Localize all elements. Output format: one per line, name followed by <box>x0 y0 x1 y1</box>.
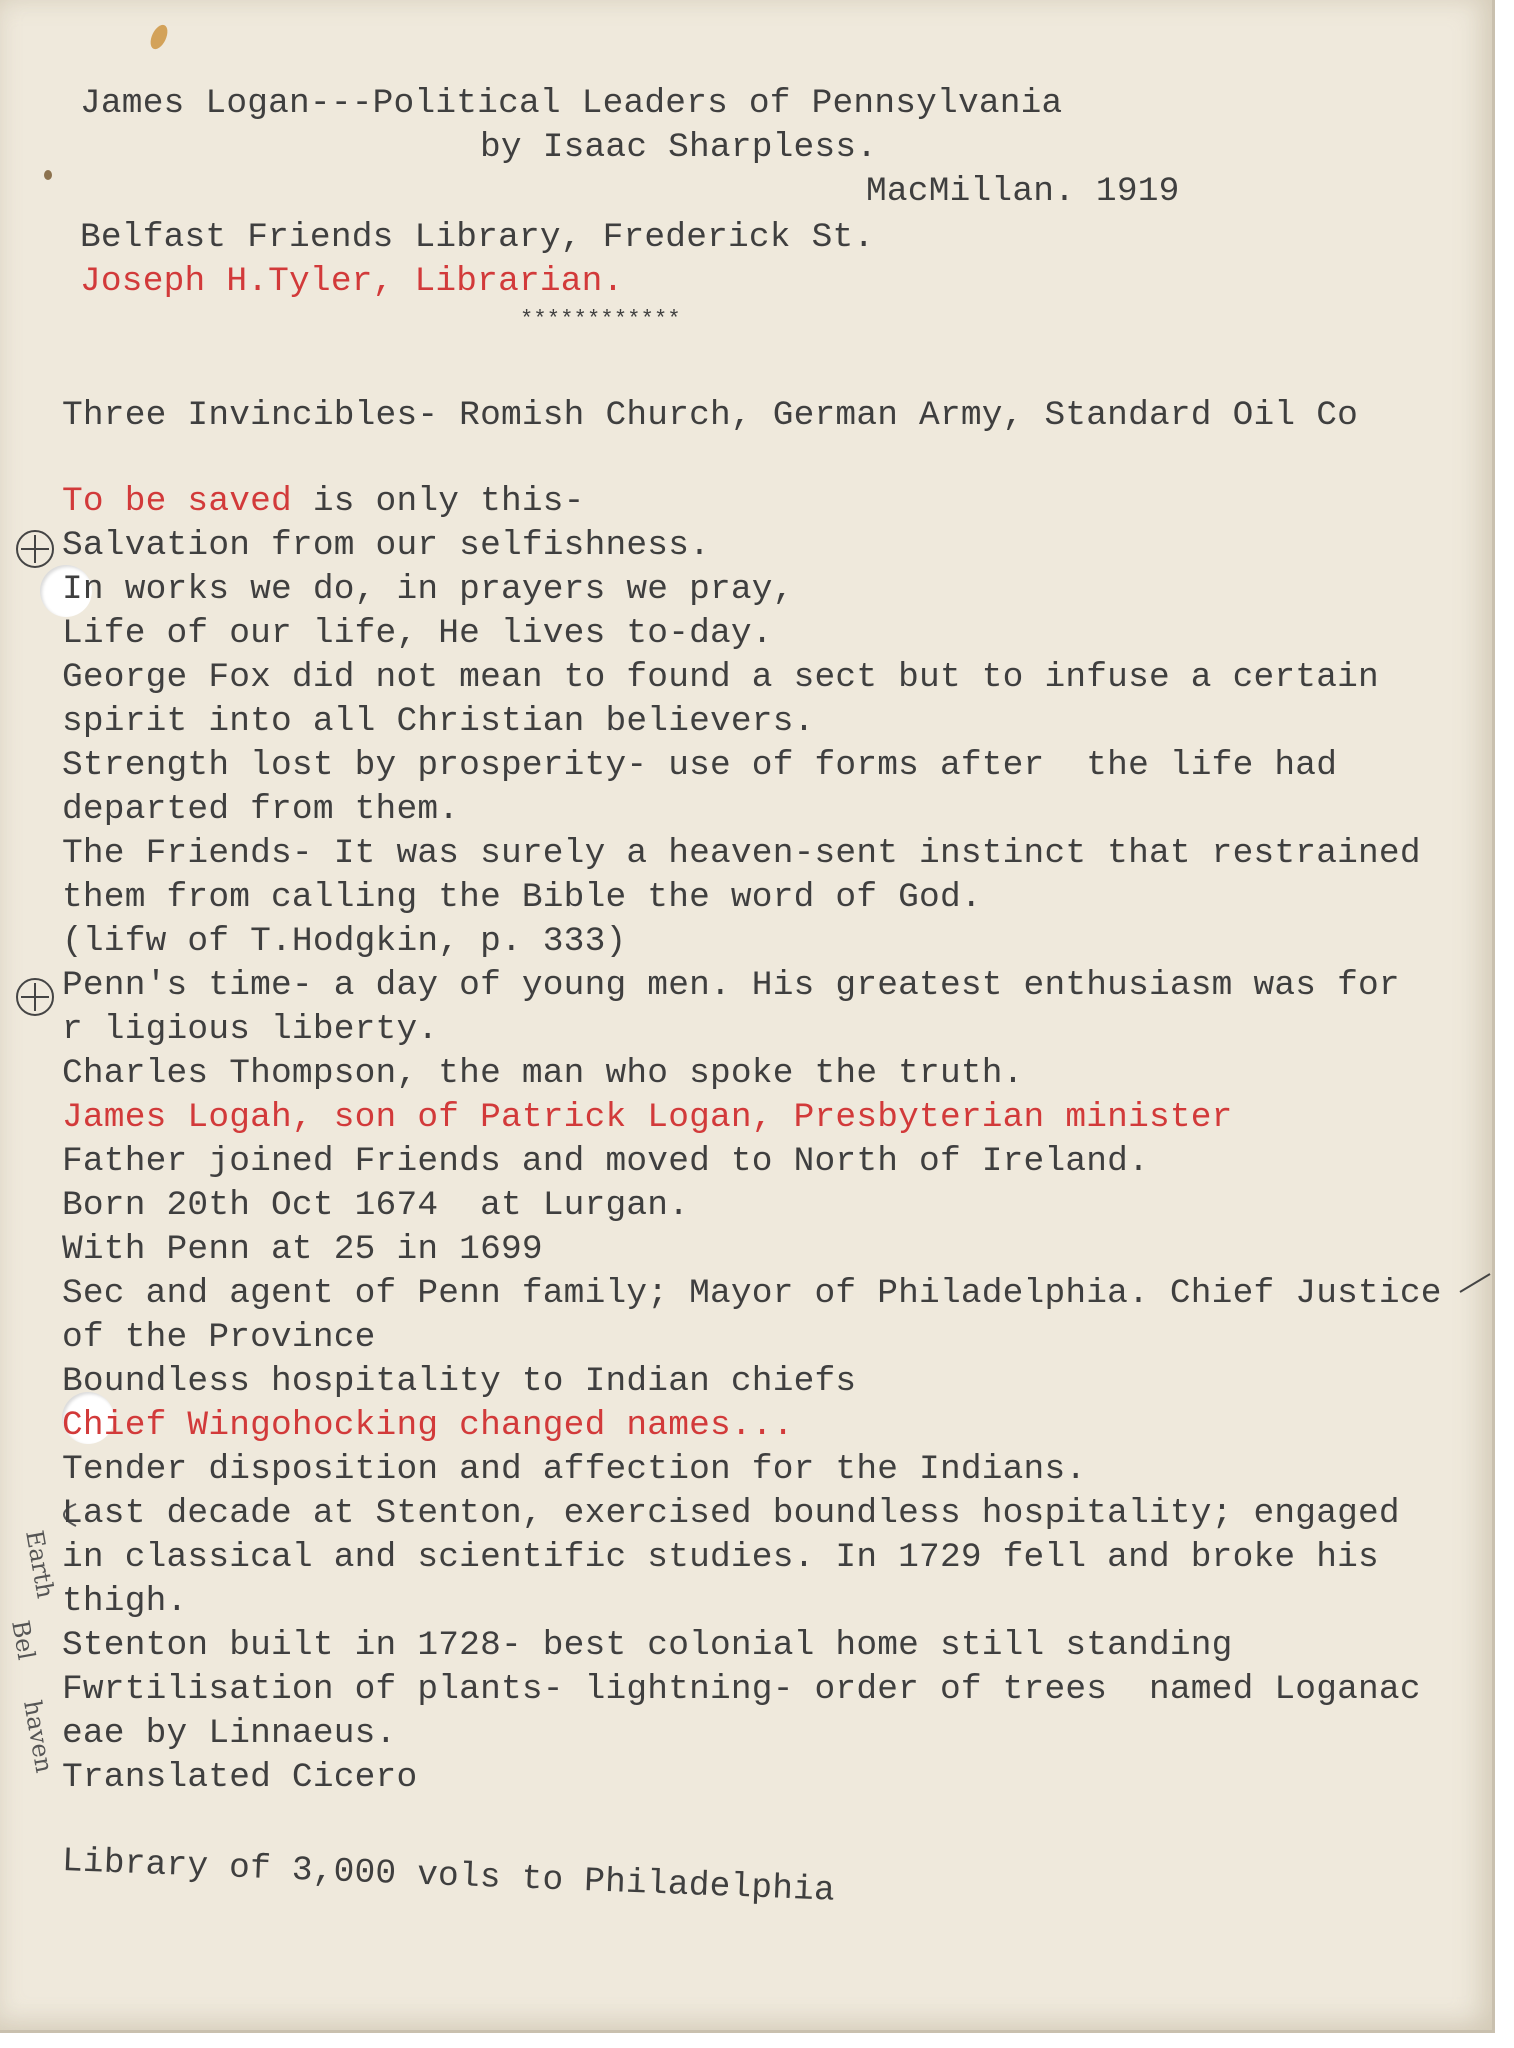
body-phrase: is only this- <box>291 482 585 521</box>
body-line: With Penn at 25 in 1699 <box>62 1230 543 1269</box>
margin-tick-mark <box>1458 1270 1492 1296</box>
body-line: r ligious liberty. <box>62 1010 439 1049</box>
body-line: The Friends- It was surely a heaven-sent instinct that restrained <box>62 834 1421 873</box>
body-line: (lifw of T.Hodgkin, p. 333) <box>62 922 627 961</box>
body-line <box>62 482 585 522</box>
body-line: In works we do, in prayers we pray, <box>62 570 794 609</box>
body-line: George Fox did not mean to found a sect but to infuse a certain <box>62 658 1379 697</box>
body-line: them from calling the Bible the word of God. <box>62 878 982 917</box>
body-line: departed from them. <box>62 790 460 829</box>
circled-plus-mark <box>12 526 58 572</box>
body-line: Penn's time- a day of young men. His greatest enthusiasm was for <box>62 966 1400 1005</box>
header-publisher: MacMillan. 1919 <box>866 172 1180 211</box>
librarian-line: Joseph H.Tyler, Librarian. <box>80 262 624 301</box>
body-line: Translated Cicero <box>62 1758 418 1797</box>
header-title: James Logan---Political Leaders of Pennsylvania <box>80 84 1063 123</box>
body-line: eae by Linnaeus. <box>62 1714 397 1753</box>
svg-text:Bel: Bel <box>6 1618 41 1662</box>
body-line: Three Invincibles- Romish Church, German Army, Standard Oil Co <box>62 396 1359 435</box>
body-line: Boundless hospitality to Indian chiefs <box>62 1362 857 1401</box>
svg-text:haven: haven <box>18 1698 59 1775</box>
body-line: Tender disposition and affection for the Indians. <box>62 1450 1087 1489</box>
body-line: Salvation from our selfishness. <box>62 526 711 565</box>
body-line: Strength lost by prosperity- use of forms after the life had <box>62 746 1338 785</box>
body-line: Last decade at Stenton, exercised boundless hospitality; engaged <box>62 1494 1400 1533</box>
circled-plus-mark <box>12 974 58 1020</box>
rust-stain <box>147 22 171 51</box>
ink-spot <box>44 170 52 180</box>
highlighted-phrase: To be saved <box>62 482 292 521</box>
body-line: thigh. <box>62 1582 188 1621</box>
asterisk-divider: ************ <box>520 307 681 332</box>
svg-text:Earth: Earth <box>20 1528 60 1601</box>
body-line: Sec and agent of Penn family; Mayor of Philadelphia. Chief Justice <box>62 1274 1442 1313</box>
body-line-red: Chief Wingohocking changed names... <box>62 1406 794 1445</box>
body-line: Stenton built in 1728- best colonial home still standing <box>62 1626 1233 1665</box>
body-line: Father joined Friends and moved to North of Ireland. <box>62 1142 1149 1181</box>
body-line: in classical and scientific studies. In 1729 fell and broke his <box>62 1538 1379 1577</box>
body-line-red: James Logah, son of Patrick Logan, Presbyterian minister <box>62 1098 1233 1137</box>
body-line: spirit into all Christian believers. <box>62 702 815 741</box>
body-line: Charles Thompson, the man who spoke the truth. <box>62 1054 1024 1093</box>
library-line: Belfast Friends Library, Frederick St. <box>80 218 875 257</box>
body-line: Life of our life, He lives to-day. <box>62 614 773 653</box>
body-line-skewed: Library of 3,000 vols to Philadelphia <box>61 1842 836 1911</box>
body-line: Fwrtilisation of plants- lightning- order of trees named Loganac <box>62 1670 1421 1709</box>
header-author: by Isaac Sharpless. <box>480 128 878 167</box>
body-line: of the Province <box>62 1318 376 1357</box>
body-line: Born 20th Oct 1674 at Lurgan. <box>62 1186 690 1225</box>
